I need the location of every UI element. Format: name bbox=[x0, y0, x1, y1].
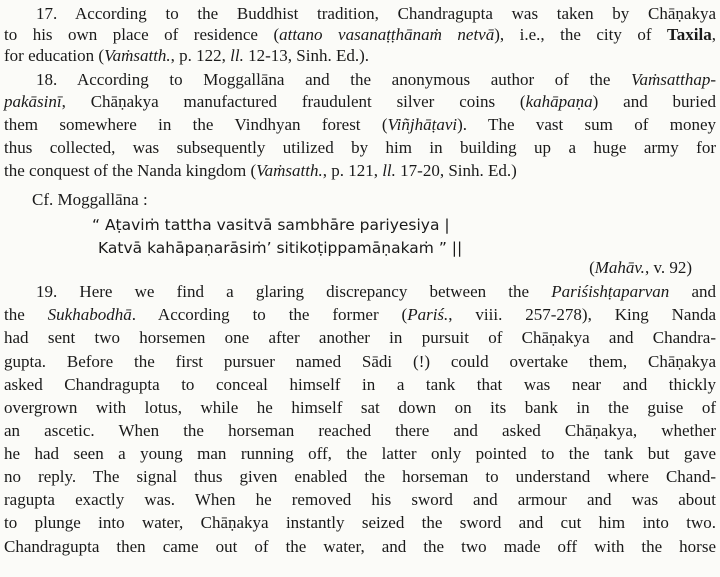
note-19-text-1b: and bbox=[669, 282, 717, 301]
note-19-line-5: asked Chandragupta to conceal himself in a tank that was near and thickly bbox=[4, 375, 716, 394]
verse-line-2: Katvā kahāpaṇarāsiṁ’ sitikoṭippamāṇakaṁ ” || bbox=[98, 239, 463, 257]
note-18-line-3 bbox=[4, 115, 716, 135]
note-19-line-7: an ascetic. When the horseman reached there and asked Chāṇakya, whether bbox=[4, 421, 716, 440]
note-18-title-a: Vaṁsatthap- bbox=[631, 70, 717, 89]
note-17-line-1 bbox=[36, 4, 716, 24]
verse-line-1: “ Aṭaviṁ tattha vasitvā sambhāre pariyesiya | bbox=[92, 216, 450, 234]
note-18-text-1a: According to Moggallāna and the anonymous author of the bbox=[76, 70, 632, 89]
note-18-line-4 bbox=[4, 138, 716, 158]
note-18-line-1 bbox=[36, 70, 716, 90]
note-18-text-3b: ). The vast sum of money bbox=[457, 115, 717, 134]
note-17-text-1: According to the Buddhist tradition, Chandragupta was taken by Chāṇakya bbox=[75, 4, 716, 23]
note-19-line-12: Chandragupta then came out of the water, and the two made off with the horse bbox=[4, 537, 716, 556]
note-17-pali-phrase: attano vasanaṭṭhānaṁ netvā bbox=[279, 25, 495, 44]
note-19-text-2b: . According to the former ( bbox=[131, 305, 408, 324]
note-19-line-8: he had seen a young man running off, the latter only pointed to the tank but gave bbox=[4, 444, 716, 463]
note-18-text-2a: , Chāṇakya manufactured fraudulent silver coins ( bbox=[61, 92, 526, 111]
cf-label: Cf. Moggallāna : bbox=[32, 190, 148, 209]
note-19-parisishtaparvan: Pariśishṭaparvan bbox=[551, 282, 670, 301]
note-17-text-3a: for education ( bbox=[4, 46, 105, 65]
note-18-number: 18. bbox=[36, 70, 58, 89]
note-17-text-2c: , bbox=[711, 25, 716, 44]
note-18-text-5c: 17-20, Sinh. Ed.) bbox=[395, 161, 517, 180]
note-18-line-5 bbox=[4, 161, 716, 181]
note-17-line-3 bbox=[4, 46, 716, 66]
verse-ref-source: Mahāv. bbox=[594, 258, 645, 277]
note-18-citation: Vaṁsatth. bbox=[256, 161, 323, 180]
note-19-line-10: ragupta exactly was. When he removed his sword and armour and was about bbox=[4, 490, 716, 509]
note-19-line-2 bbox=[4, 305, 716, 325]
verse-ref-close: , v. 92) bbox=[644, 258, 692, 277]
note-19-sukhabodha: Sukhabodhā bbox=[47, 305, 132, 324]
note-17-line-2 bbox=[4, 25, 716, 45]
note-18-text-3a: them somewhere in the Vindhyan forest ( bbox=[4, 115, 388, 134]
verse-reference bbox=[589, 258, 692, 278]
note-18-text-5a: the conquest of the Nanda kingdom ( bbox=[4, 161, 257, 180]
note-17-citation: Vaṁsatth. bbox=[104, 46, 171, 65]
note-18-text-5b: , p. 121, bbox=[322, 161, 383, 180]
note-17-taxila: Taxila bbox=[667, 25, 712, 44]
verse-ref-open: ( bbox=[589, 258, 595, 277]
note-19-number: 19. bbox=[36, 282, 58, 301]
note-17-text-3c: 12-13, Sinh. Ed.). bbox=[243, 46, 370, 65]
note-19-line-4: gupta. Before the first pursuer named Sādi (!) could overtake them, Chāṇakya bbox=[4, 352, 716, 371]
note-18-kahapana: kahāpaṇa bbox=[525, 92, 593, 111]
note-18-ll: ll. bbox=[382, 161, 396, 180]
note-17-text-2b: ), i.e., the city of bbox=[494, 25, 668, 44]
note-19-line-1 bbox=[36, 282, 716, 302]
note-17-text-3b: , p. 122, bbox=[170, 46, 231, 65]
note-19-text-2a: the bbox=[4, 305, 48, 324]
note-19-text-2c: , viii. 257-278), King Nanda bbox=[448, 305, 716, 324]
note-17-number: 17. bbox=[36, 4, 58, 23]
note-19-paris: Pariś. bbox=[407, 305, 449, 324]
note-18-line-2 bbox=[4, 92, 716, 112]
note-18-vinjhatavi: Viñjhāṭavi bbox=[387, 115, 458, 134]
note-19-text-1a: Here we find a glaring discrepancy between the bbox=[79, 282, 552, 301]
note-18-text-4: thus collected, was subsequently utilized by him in building up a huge army for bbox=[4, 138, 716, 157]
note-19-line-9: no reply. The signal thus given enabled the horseman to understand where Chand- bbox=[4, 467, 716, 486]
note-19-line-11: to plunge into water, Chāṇakya instantly seized the sword and cut him into two. bbox=[4, 513, 716, 532]
note-18-title-b: pakāsinī bbox=[4, 92, 62, 111]
note-17-text-2a: to his own place of residence ( bbox=[4, 25, 280, 44]
note-19-line-3: had sent two horsemen one after another in pursuit of Chāṇakya and Chandra- bbox=[4, 328, 716, 347]
note-17-ll: ll. bbox=[230, 46, 244, 65]
note-18-text-2b: ) and buried bbox=[592, 92, 716, 111]
note-19-line-6: overgrown with lotus, while he himself sat down on its bank in the guise of bbox=[4, 398, 716, 417]
